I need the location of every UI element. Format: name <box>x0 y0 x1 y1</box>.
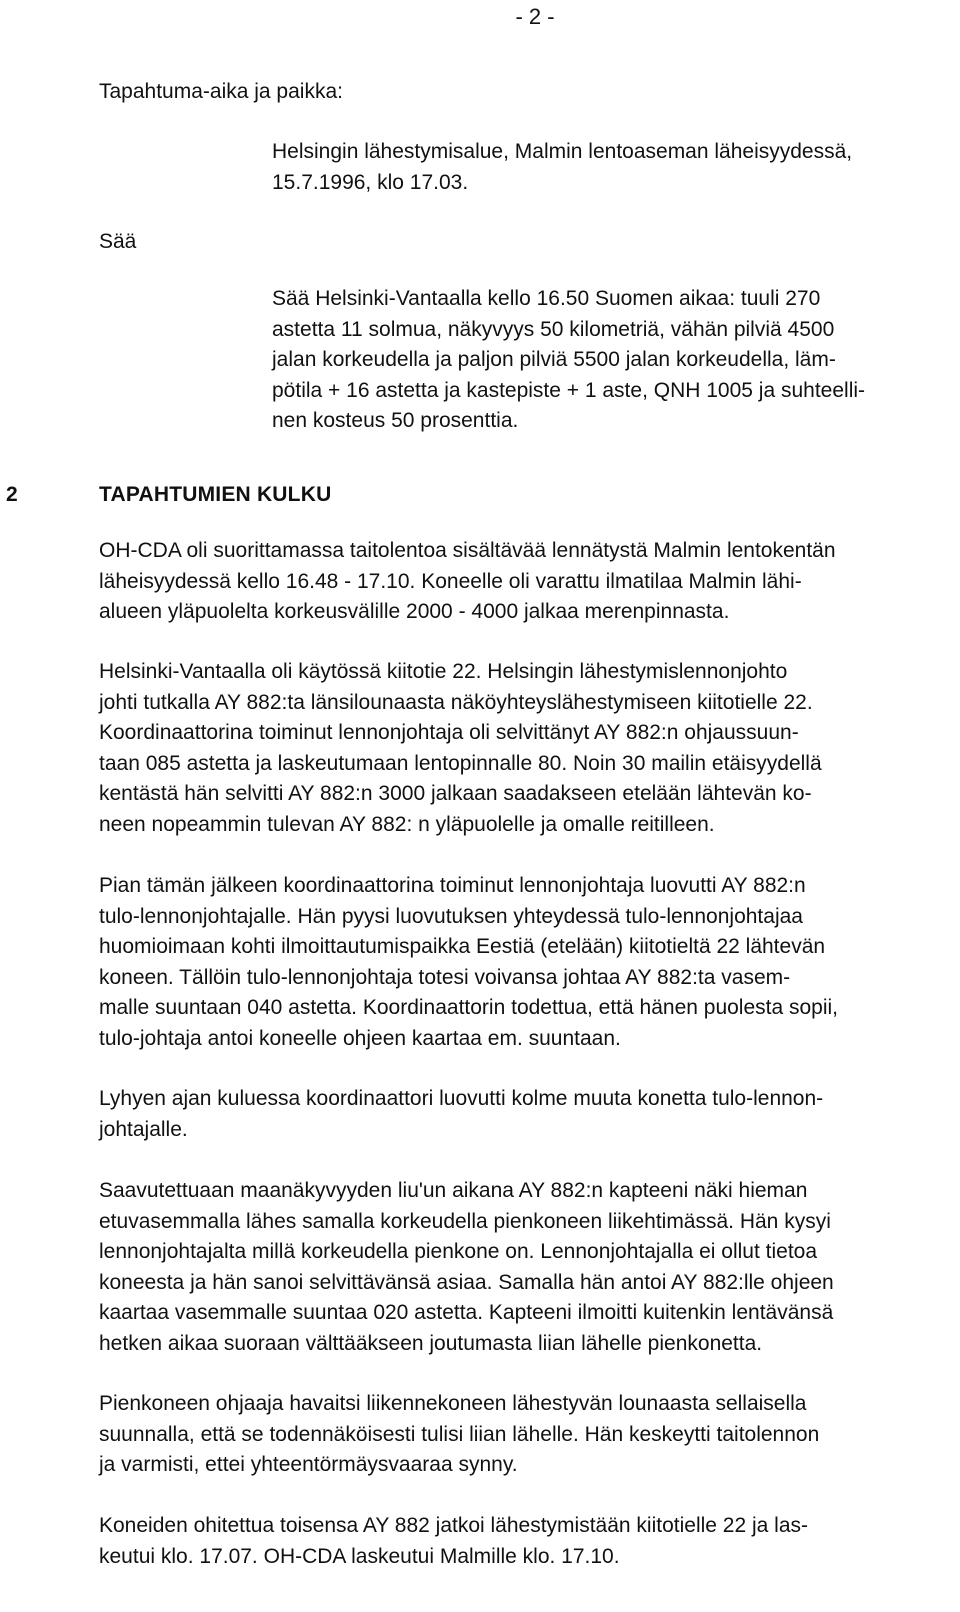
paragraph <box>99 871 929 1054</box>
text-line: alueen yläpuolelta korkeusvälille 2000 - 4000 jalkaa merenpinnasta. <box>99 600 730 623</box>
text-line: Helsingin lähestymisalue, Malmin lentoaseman läheisyydessä, <box>272 140 853 163</box>
time-place-label: Tapahtuma-aika ja paikka: <box>99 80 343 103</box>
text-line: taan 085 astetta ja laskeutumaan lentopinnalle 80. Noin 30 mailin etäisyydellä <box>99 751 822 775</box>
text-line: 15.7.1996, klo 17.03. <box>272 170 469 194</box>
text-line: Pian tämän jälkeen koordinaattorina toiminut lennonjohtaja luovutti AY 882:n <box>99 874 806 897</box>
text-line: nen kosteus 50 prosenttia. <box>272 409 519 432</box>
text-line: Koneiden ohitettua toisensa AY 882 jatkoi lähestymistään kiitotielle 22 ja las- <box>99 1514 808 1537</box>
text-line: pötila + 16 astetta ja kastepiste + 1 aste, QNH 1005 ja suhteelli- <box>272 378 866 402</box>
text-line: kentästä hän selvitti AY 882:n 3000 jalkaan saadakseen etelään lähtevän ko- <box>99 782 812 805</box>
text-line: huomioimaan kohti ilmoittautumispaikka Eestiä (etelään) kiitotieltä 22 lähtevän <box>99 935 826 958</box>
text-line: suunnalla, että se todennäköisesti tulisi liian lähelle. Hän keskeytti taitolennon <box>99 1422 820 1446</box>
section-title: TAPAHTUMIEN KULKU <box>99 483 332 506</box>
text-line: tulo-lennonjohtajalle. Hän pyysi luovutuksen yhteydessä tulo-lennonjohtajaa <box>99 904 803 928</box>
text-line: jalan korkeudella ja paljon pilviä 5500 jalan korkeudella, läm- <box>272 348 836 371</box>
text-line: malle suuntaan 040 astetta. Koordinaattorin todettua, että hänen puolesta sopii, <box>99 996 839 1019</box>
section-number: 2 <box>6 483 18 506</box>
text-line: koneen. Tällöin tulo-lennonjohtaja totesi voivansa johtaa AY 882:ta vasem- <box>99 965 791 989</box>
text-line: kaartaa vasemmalle suuntaa 020 astetta. Kapteeni ilmoitti kuitenkin lentävänsä <box>99 1301 834 1324</box>
paragraph <box>99 536 929 628</box>
text-line: läheisyydessä kello 16.48 - 17.10. Koneelle oli varattu ilmatilaa Malmin lähi- <box>99 569 802 593</box>
text-line: neen nopeammin tulevan AY 882: n yläpuolelle ja omalle reitilleen. <box>99 812 715 836</box>
text-line: tulo-johtaja antoi koneelle ohjeen kaartaa em. suuntaan. <box>99 1026 621 1050</box>
text-line: johtajalle. <box>99 1117 188 1141</box>
text-line: johti tutkalla AY 882:ta länsilounaasta näköyhteyslähestymiseen kiitotielle 22. <box>99 690 813 714</box>
text-line: koneesta ja hän sanoi selvittävänsä asiaa. Samalla hän antoi AY 882:lle ohjeen <box>99 1270 834 1294</box>
text-line: Koordinaattorina toiminut lennonjohtaja oli selvittänyt AY 882:n ohjaussuun- <box>99 721 799 744</box>
text-line: Helsinki-Vantaalla oli käytössä kiitotie 22. Helsingin lähestymislennonjohto <box>99 660 788 683</box>
paragraph <box>99 1511 929 1572</box>
weather-text <box>272 284 865 437</box>
text-line: keutui klo. 17.07. OH-CDA laskeutui Malmille klo. 17.10. <box>99 1544 620 1568</box>
text-line: OH-CDA oli suorittamassa taitolentoa sisältävää lennätystä Malmin lentokentän <box>99 539 836 562</box>
text-line: hetken aikaa suoraan välttääkseen joutumasta liian lähelle pienkonetta. <box>99 1331 763 1355</box>
text-line: etuvasemmalla lähes samalla korkeudella pienkoneen liikehtimässä. Hän kysyi <box>99 1209 831 1233</box>
weather-label: Sää <box>99 230 137 253</box>
text-line: lennonjohtajalta millä korkeudella pienkone on. Lennonjohtajalla ei ollut tietoa <box>99 1240 818 1263</box>
text-line: Pienkoneen ohjaaja havaitsi liikennekoneen lähestyvän lounaasta sellaisella <box>99 1392 807 1415</box>
text-line: ja varmisti, ettei yhteentörmäysvaaraa synny. <box>99 1453 518 1476</box>
text-line: Lyhyen ajan kuluessa koordinaattori luovutti kolme muuta konetta tulo-lennon- <box>99 1087 824 1110</box>
text-line: astetta 11 solmua, näkyvyys 50 kilometriä, vähän pilviä 4500 <box>272 317 835 341</box>
page-number: - 2 - <box>515 4 555 29</box>
text-line: Saavutettuaan maanäkyvyyden liu'un aikana AY 882:n kapteeni näki hieman <box>99 1179 808 1202</box>
paragraph <box>99 657 929 840</box>
time-place-text <box>272 137 852 198</box>
paragraph <box>99 1176 929 1359</box>
paragraph <box>99 1389 929 1481</box>
text-line: Sää Helsinki-Vantaalla kello 16.50 Suomen aikaa: tuuli 270 <box>272 287 821 310</box>
paragraph <box>99 1084 929 1145</box>
